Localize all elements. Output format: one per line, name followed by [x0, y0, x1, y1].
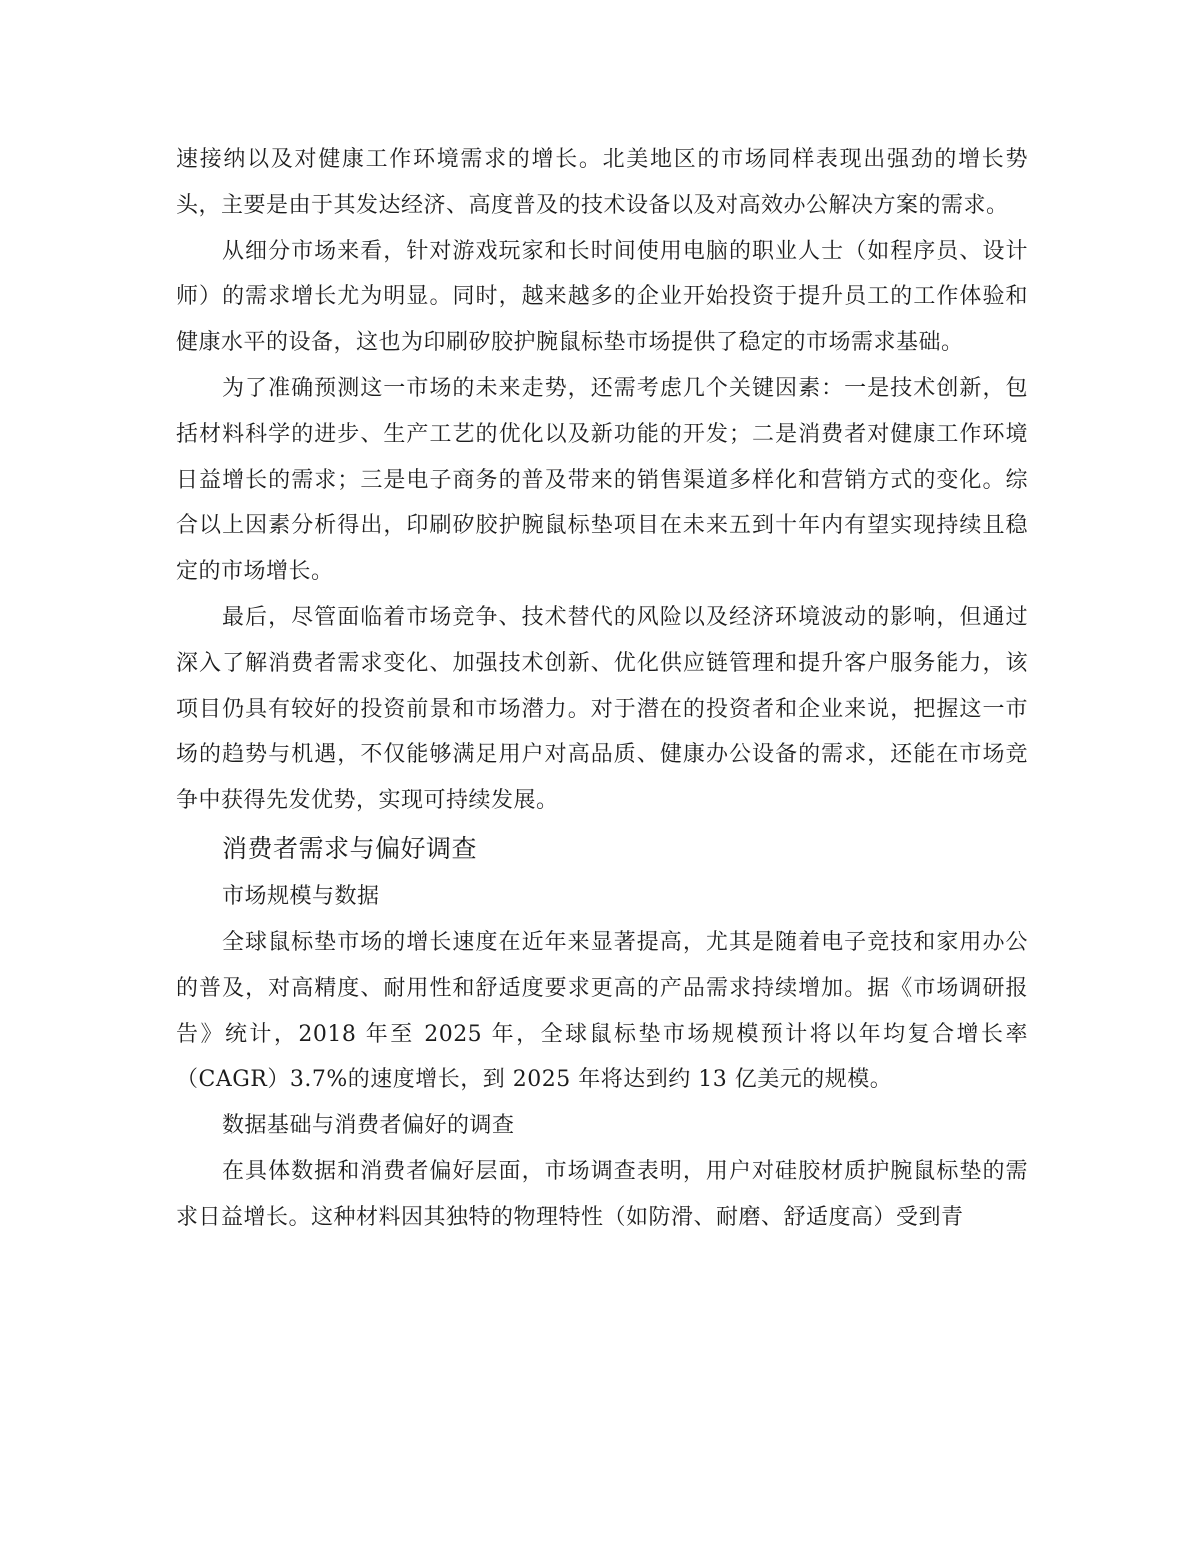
section-heading-consumer-survey: 消费者需求与偏好调查	[222, 833, 478, 863]
subheading-market-size: 市场规模与数据	[222, 883, 380, 909]
paragraph-conclusion: 最后，尽管面临着市场竞争、技术替代的风险以及经济环境波动的影响，但通过深入了解消费者需求变化、加强技术创新、优化供应链管理和提升客户服务能力，该项目仍具有较好的投资前景和市场潜力。对于潜在的投资者和企业来说，把握这一市场的趋势与机遇，不仅能够满足用户对高品质、健康办公设备的需求，还能在市场竞争中获得先发优势，实现可持续发展。	[176, 604, 1028, 814]
paragraph-key-factors: 为了准确预测这一市场的未来走势，还需考虑几个关键因素：一是技术创新，包括材料科学的进步、生产工艺的优化以及新功能的开发；二是消费者对健康工作环境日益增长的需求；三是电子商务的普及带来的销售渠道多样化和营销方式的变化。综合以上因素分析得出，印刷矽胶护腕鼠标垫项目在未来五到十年内有望实现持续且稳定的市场增长。	[176, 375, 1028, 585]
paragraph-data-preference: 在具体数据和消费者偏好层面，市场调查表明，用户对硅胶材质护腕鼠标垫的需求日益增长。这种材料因其独特的物理特性（如防滑、耐磨、舒适度高）受到青	[176, 1159, 1028, 1230]
document-body	[176, 137, 1028, 1241]
paragraph-market-size: 全球鼠标垫市场的增长速度在近年来显著提高，尤其是随着电子竞技和家用办公的普及，对高精度、耐用性和舒适度要求更高的产品需求持续增加。据《市场调研报告》统计，2018 年至 2025 年，全球鼠标垫市场规模预计将以年均复合增长率（CAGR）3.7%的速度增长，到 2025 年将达到约 13 亿美元的规模。	[176, 929, 1028, 1093]
subheading-data-preference: 数据基础与消费者偏好的调查	[222, 1113, 515, 1139]
paragraph-continued: 速接纳以及对健康工作环境需求的增长。北美地区的市场同样表现出强劲的增长势头，主要是由于其发达经济、高度普及的技术设备以及对高效办公解决方案的需求。	[176, 147, 1028, 218]
paragraph-segment-demand: 从细分市场来看，针对游戏玩家和长时间使用电脑的职业人士（如程序员、设计师）的需求增长尤为明显。同时，越来越多的企业开始投资于提升员工的工作体验和健康水平的设备，这也为印刷矽胶护腕鼠标垫市场提供了稳定的市场需求基础。	[176, 238, 1028, 356]
